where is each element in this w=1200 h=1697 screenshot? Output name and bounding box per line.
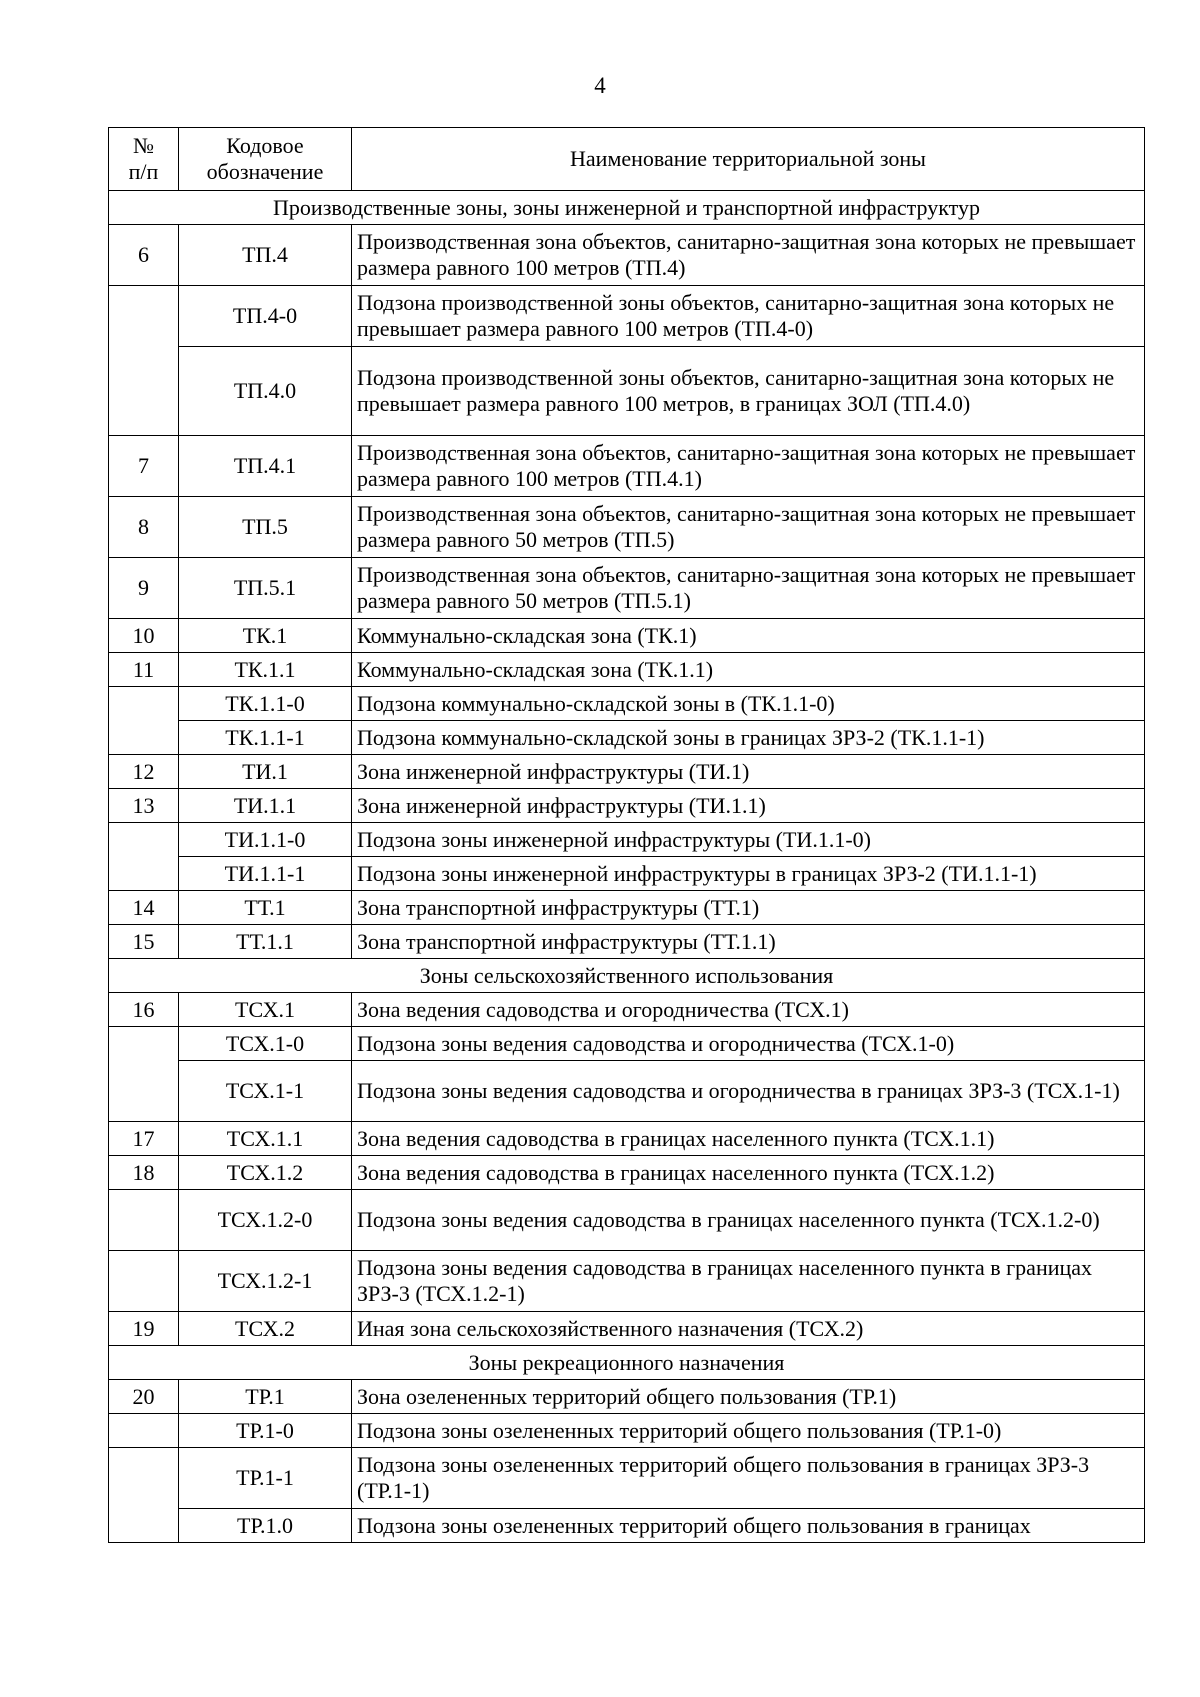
section-row xyxy=(109,959,1145,993)
zone-name: Подзона зоны озелененных территорий общего пользования в границах xyxy=(352,1509,1145,1543)
zone-name: Иная зона сельскохозяйственного назначения (ТСХ.2) xyxy=(352,1312,1145,1346)
zone-name: Зона озелененных территорий общего пользования (ТР.1) xyxy=(352,1380,1145,1414)
table-row xyxy=(109,1027,1145,1061)
territorial-zones-table xyxy=(108,127,1145,1543)
zone-code: ТИ.1.1-1 xyxy=(179,857,352,891)
zone-code: ТК.1 xyxy=(179,619,352,653)
section-row xyxy=(109,191,1145,225)
table-row xyxy=(109,1380,1145,1414)
zone-name: Подзона коммунально-складской зоны в границах ЗРЗ-2 (ТК.1.1-1) xyxy=(352,721,1145,755)
row-number: 12 xyxy=(109,755,179,789)
table-row xyxy=(109,225,1145,286)
zone-name: Производственная зона объектов, санитарно-защитная зона которых не превышает размера равного 50 метров (ТП.5) xyxy=(352,497,1145,558)
zone-code: ТП.4-0 xyxy=(179,286,352,347)
table-row xyxy=(109,1509,1145,1543)
table-row xyxy=(109,755,1145,789)
section-title: Зоны сельскохозяйственного использования xyxy=(109,959,1145,993)
zone-name: Производственная зона объектов, санитарно-защитная зона которых не превышает размера равного 100 метров (ТП.4) xyxy=(352,225,1145,286)
zone-code: ТСХ.1.2 xyxy=(179,1156,352,1190)
section-row xyxy=(109,1346,1145,1380)
zone-name: Коммунально-складская зона (ТК.1) xyxy=(352,619,1145,653)
zone-name: Зона транспортной инфраструктуры (ТТ.1) xyxy=(352,891,1145,925)
row-number: 9 xyxy=(109,558,179,619)
zone-code: ТИ.1.1-0 xyxy=(179,823,352,857)
row-number xyxy=(109,1251,179,1312)
table-header-row xyxy=(109,128,1145,191)
table-row xyxy=(109,558,1145,619)
table-row xyxy=(109,925,1145,959)
zone-name: Подзона зоны ведения садоводства в границах населенного пункта в границах ЗРЗ-3 (ТСХ.1.2-1) xyxy=(352,1251,1145,1312)
header-code xyxy=(179,128,352,191)
row-number: 6 xyxy=(109,225,179,286)
header-name xyxy=(352,128,1145,191)
zone-name: Подзона зоны озелененных территорий общего пользования (ТР.1-0) xyxy=(352,1414,1145,1448)
table-row xyxy=(109,1190,1145,1251)
row-number xyxy=(109,1027,179,1122)
zone-name: Зона ведения садоводства и огородничества (ТСХ.1) xyxy=(352,993,1145,1027)
zone-code: ТК.1.1-0 xyxy=(179,687,352,721)
row-number: 18 xyxy=(109,1156,179,1190)
row-number: 20 xyxy=(109,1380,179,1414)
zone-name: Подзона зоны ведения садоводства и огородничества в границах ЗРЗ-3 (ТСХ.1-1) xyxy=(352,1061,1145,1122)
zone-name: Зона транспортной инфраструктуры (ТТ.1.1) xyxy=(352,925,1145,959)
row-number: 15 xyxy=(109,925,179,959)
table-row xyxy=(109,619,1145,653)
table-row xyxy=(109,436,1145,497)
table-row xyxy=(109,1448,1145,1509)
zone-code: ТСХ.1-1 xyxy=(179,1061,352,1122)
zone-code: ТТ.1 xyxy=(179,891,352,925)
zone-name: Зона ведения садоводства в границах населенного пункта (ТСХ.1.1) xyxy=(352,1122,1145,1156)
row-number: 17 xyxy=(109,1122,179,1156)
table-row xyxy=(109,687,1145,721)
zone-code: ТК.1.1 xyxy=(179,653,352,687)
table-row xyxy=(109,1414,1145,1448)
zone-code: ТСХ.1-0 xyxy=(179,1027,352,1061)
zone-name: Подзона коммунально-складской зоны в (ТК.1.1-0) xyxy=(352,687,1145,721)
row-number: 14 xyxy=(109,891,179,925)
zone-code: ТСХ.2 xyxy=(179,1312,352,1346)
table-row xyxy=(109,1312,1145,1346)
table-row xyxy=(109,857,1145,891)
zone-code: ТИ.1 xyxy=(179,755,352,789)
table-row xyxy=(109,789,1145,823)
zone-code: ТСХ.1.2-1 xyxy=(179,1251,352,1312)
row-number: 19 xyxy=(109,1312,179,1346)
zone-code: ТК.1.1-1 xyxy=(179,721,352,755)
zone-code: ТСХ.1.1 xyxy=(179,1122,352,1156)
zone-code: ТТ.1.1 xyxy=(179,925,352,959)
table-row xyxy=(109,823,1145,857)
zone-name: Зона инженерной инфраструктуры (ТИ.1) xyxy=(352,755,1145,789)
section-title: Производственные зоны, зоны инженерной и транспортной инфраструктур xyxy=(109,191,1145,225)
zone-name: Подзона производственной зоны объектов, санитарно-защитная зона которых не превышает размера равного 100 метров (ТП.4-0) xyxy=(352,286,1145,347)
zone-name: Подзона производственной зоны объектов, санитарно-защитная зона которых не превышает размера равного 100 метров, в границах ЗОЛ (ТП.4.0) xyxy=(352,347,1145,436)
row-number: 7 xyxy=(109,436,179,497)
zone-name: Зона инженерной инфраструктуры (ТИ.1.1) xyxy=(352,789,1145,823)
header-num xyxy=(109,128,179,191)
zone-name: Подзона зоны инженерной инфраструктуры в границах ЗРЗ-2 (ТИ.1.1-1) xyxy=(352,857,1145,891)
zone-code: ТСХ.1 xyxy=(179,993,352,1027)
zone-code: ТР.1-1 xyxy=(179,1448,352,1509)
header-num-label: № п/п xyxy=(128,133,159,184)
row-number xyxy=(109,687,179,755)
table-row xyxy=(109,1251,1145,1312)
header-name-label: Наименование территориальной зоны xyxy=(570,146,926,171)
table-row xyxy=(109,1156,1145,1190)
row-number xyxy=(109,1414,179,1448)
zone-name: Подзона зоны инженерной инфраструктуры (ТИ.1.1-0) xyxy=(352,823,1145,857)
table-body xyxy=(109,191,1145,1543)
table-row xyxy=(109,993,1145,1027)
table-row xyxy=(109,721,1145,755)
table-row xyxy=(109,653,1145,687)
zone-code: ТР.1 xyxy=(179,1380,352,1414)
row-number xyxy=(109,823,179,891)
table-row xyxy=(109,891,1145,925)
header-code-label: Кодовое обозначение xyxy=(206,133,324,184)
zone-code: ТИ.1.1 xyxy=(179,789,352,823)
row-number: 8 xyxy=(109,497,179,558)
page-number: 4 xyxy=(594,73,606,98)
table-row xyxy=(109,1122,1145,1156)
section-title: Зоны рекреационного назначения xyxy=(109,1346,1145,1380)
table-row xyxy=(109,1061,1145,1122)
row-number: 11 xyxy=(109,653,179,687)
zone-code: ТСХ.1.2-0 xyxy=(179,1190,352,1251)
zone-code: ТР.1.0 xyxy=(179,1509,352,1543)
table-row xyxy=(109,347,1145,436)
zone-name: Зона ведения садоводства в границах населенного пункта (ТСХ.1.2) xyxy=(352,1156,1145,1190)
row-number: 16 xyxy=(109,993,179,1027)
zone-name: Подзона зоны ведения садоводства и огородничества (ТСХ.1-0) xyxy=(352,1027,1145,1061)
zone-name: Производственная зона объектов, санитарно-защитная зона которых не превышает размера равного 100 метров (ТП.4.1) xyxy=(352,436,1145,497)
table-row xyxy=(109,497,1145,558)
zone-code: ТП.5.1 xyxy=(179,558,352,619)
row-number xyxy=(109,286,179,436)
zone-code: ТП.4.1 xyxy=(179,436,352,497)
zone-code: ТП.5 xyxy=(179,497,352,558)
zone-code: ТП.4 xyxy=(179,225,352,286)
row-number: 10 xyxy=(109,619,179,653)
row-number: 13 xyxy=(109,789,179,823)
zone-name: Подзона зоны озелененных территорий общего пользования в границах ЗРЗ-3 (ТР.1-1) xyxy=(352,1448,1145,1509)
zone-name: Подзона зоны ведения садоводства в границах населенного пункта (ТСХ.1.2-0) xyxy=(352,1190,1145,1251)
zone-code: ТР.1-0 xyxy=(179,1414,352,1448)
zone-code: ТП.4.0 xyxy=(179,347,352,436)
zone-name: Коммунально-складская зона (ТК.1.1) xyxy=(352,653,1145,687)
table-row xyxy=(109,286,1145,347)
row-number xyxy=(109,1448,179,1543)
zone-name: Производственная зона объектов, санитарно-защитная зона которых не превышает размера равного 50 метров (ТП.5.1) xyxy=(352,558,1145,619)
row-number xyxy=(109,1190,179,1251)
